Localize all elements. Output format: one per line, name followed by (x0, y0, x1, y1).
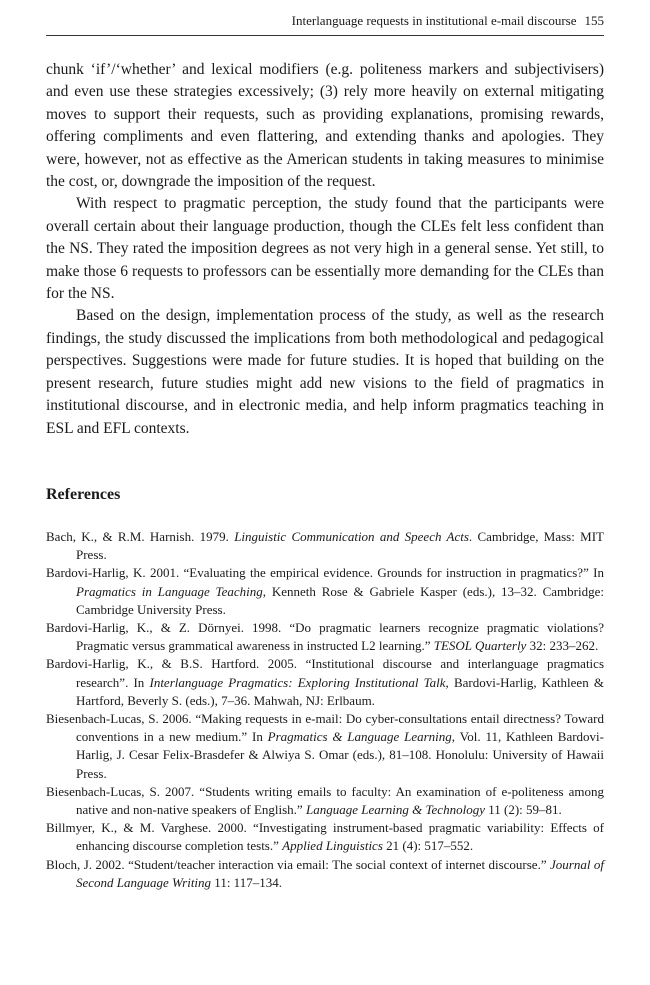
reference-text: 11: 117–134. (211, 874, 282, 890)
reference-title: Language Learning & Technology (305, 802, 485, 818)
reference-text: 11 (2): 59–81. (484, 802, 562, 818)
references-list (46, 528, 604, 892)
reference-text: , Kenneth Rose & Gabriele Kasper (eds.), 13–32. Cambridge: Cambridge University Press. (76, 583, 604, 617)
reference-text: Billmyer, K., & M. Varghese. 2000. “Investigating instrument-based pragmatic variability: Effects of enhancing discourse completion tests.” (46, 820, 604, 854)
reference-entry (46, 710, 604, 783)
reference-text: Biesenbach-Lucas, S. 2007. “Students writing emails to faculty: An examination of e-politeness among native and non-native speakers of English.” (46, 783, 604, 818)
paragraph: Based on the design, implementation process of the study, as well as the research findings, the study discussed the implications from both methodological and pedagogical perspectives. Suggestions were made for future studies. It is hoped that building on the present research, future studies might add new visions to the field of pragmatics in institutional discourse, and in electronic media, and help inform pragmatics teaching in ESL and EFL contexts. (46, 307, 604, 437)
reference-text: Bardovi-Harlig, K. 2001. “Evaluating the empirical evidence. Grounds for instruction in pragmatics?” In (46, 565, 604, 581)
reference-text: Bardovi-Harlig, Kathleen & Hartford, Beverly S. (eds.), 7–36. Mahwah, NJ: Erlbaum. (76, 674, 604, 708)
reference-title: Journal of Second Language Writing (76, 856, 604, 890)
reference-entry (46, 783, 604, 819)
reference-title: Linguistic Communication and Speech Acts (234, 529, 469, 544)
reference-entry (46, 819, 604, 855)
reference-entry (46, 528, 604, 564)
reference-text: 21 (4): 517–552. (382, 838, 474, 854)
reference-text: , Vol. 11, Kathleen Bardovi-Harlig, J. Cesar Felix-Brasdefer & Alwiya S. Omar (eds.), 81–108. Honolulu: University of Hawaii Press. (76, 729, 604, 781)
reference-text: Bardovi-Harlig, K., & B.S. Hartford. 2005. “Institutional discourse and interlanguage pragmatics research”. In (46, 656, 604, 690)
reference-entry (46, 856, 604, 892)
reference-text: . Cambridge, Mass: MIT Press. (76, 529, 604, 563)
reference-title: Pragmatics in Language Teaching (76, 583, 263, 599)
reference-title: TESOL Quarterly (433, 638, 527, 654)
reference-entry (46, 564, 604, 619)
paragraph: chunk ‘if’/‘whether’ and lexical modifiers (e.g. politeness markers and subjectivisers) and even use these strategies excessively; (3) rely more heavily on external mitigating moves to support their requests, such as providing explanations, promising rewards, offering compliments and even flattering, and extending thanks and apologies. They were, however, not as effective as the American students in taking measures to minimise the cost, or, downgrade the imposition of the request. (46, 61, 604, 191)
reference-title: Interlanguage Pragmatics: Exploring Institutional Talk, (149, 674, 449, 690)
running-header (46, 10, 604, 36)
reference-title: Applied Linguistics (282, 838, 383, 854)
reference-text: 32: 233–262. (526, 638, 599, 654)
reference-title: Pragmatics & Language Learning (267, 729, 452, 745)
reference-text: Bloch, J. 2002. “Student/teacher interaction via email: The social context of internet discourse.” (46, 856, 551, 872)
body-text (46, 59, 604, 440)
paragraph: With respect to pragmatic perception, the study found that the participants were overall certain about their language production, though the CLEs felt less confident than the NS. They rated the imposition degrees as not very high in a general sense. Yet still, to make those 6 requests to professors can be essentially more demanding for the CLEs than for the NS. (46, 195, 604, 303)
running-title: Interlanguage requests in institutional e-mail discourse (291, 13, 577, 28)
reference-text: Bardovi-Harlig, K., & Z. Dörnyei. 1998. “Do pragmatic learners recognize pragmatic violations? Pragmatic versus grammatical awareness in instructed L2 learning.” (46, 620, 604, 654)
reference-entry (46, 619, 604, 655)
reference-text: Bach, K., & R.M. Harnish. 1979. (46, 529, 235, 544)
references-heading: References (46, 486, 121, 503)
reference-text: Biesenbach-Lucas, S. 2006. “Making requests in e-mail: Do cyber-consultations entail directness? Toward conventions in a new medium.” In (46, 711, 604, 745)
reference-entry (46, 655, 604, 710)
page-number: 155 (584, 13, 604, 28)
